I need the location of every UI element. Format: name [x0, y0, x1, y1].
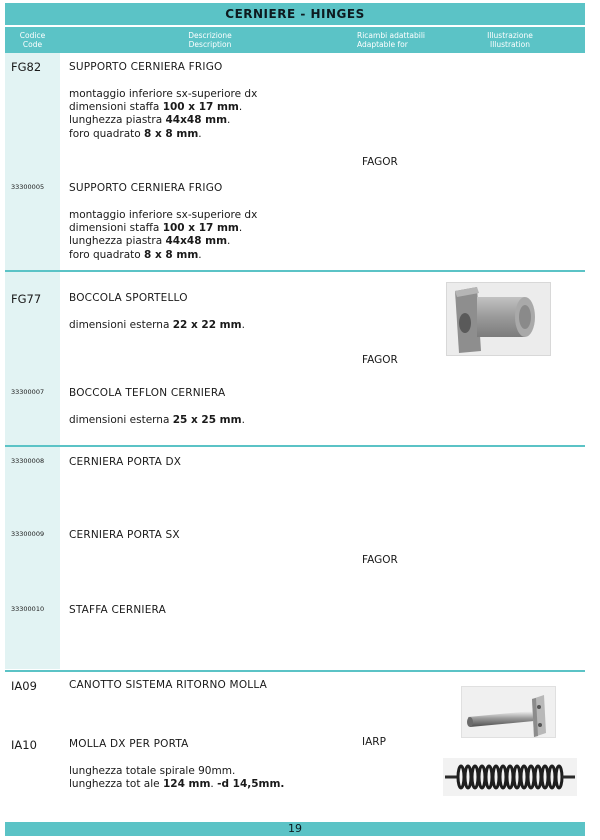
coil-spring-illustration: [443, 758, 577, 796]
item-code: IA10: [11, 738, 37, 752]
column-adapt-en: Adaptable for: [357, 40, 408, 49]
column-illustration: [455, 31, 565, 49]
column-code: [5, 31, 60, 49]
column-ill-en: Illustration: [489, 40, 531, 49]
column-ill-it: Illustrazione: [487, 31, 533, 40]
item-code: 33300009: [11, 530, 45, 538]
item-code: 33300007: [11, 388, 45, 396]
detail-line: dimensioni esterna 22 x 22 mm.: [69, 319, 245, 331]
item-code: 33300010: [11, 605, 45, 613]
column-desc-en: Description: [188, 40, 232, 49]
adaptable-brand: FAGOR: [362, 156, 398, 168]
item-code: IA09: [11, 679, 37, 693]
item-title: CERNIERA PORTA SX: [69, 529, 180, 541]
detail-line: montaggio inferiore sx-superiore dx: [69, 88, 258, 100]
adaptable-brand: IARP: [362, 736, 386, 748]
item-code: FG77: [11, 292, 42, 306]
detail-line: dimensioni staffa 100 x 17 mm.: [69, 222, 243, 235]
item-title: CANOTTO SISTEMA RITORNO MOLLA: [69, 679, 268, 691]
group-separator: [5, 270, 585, 272]
code-column-background: [5, 53, 60, 669]
column-header-bar: [5, 27, 585, 53]
bushing-icon: [447, 283, 552, 357]
column-desc-it: Descrizione: [188, 31, 232, 40]
item-code: 33300005: [11, 183, 45, 191]
spring-rod-illustration: [461, 686, 556, 738]
detail-line: dimensioni esterna 25 x 25 mm.: [69, 414, 245, 426]
column-code-en: Code: [22, 40, 43, 49]
detail-line: lunghezza piastra 44x48 mm.: [69, 114, 231, 127]
item-title: SUPPORTO CERNIERA FRIGO: [69, 61, 223, 73]
item-title: STAFFA CERNIERA: [69, 604, 166, 616]
item-details: [69, 319, 245, 332]
detail-line: lunghezza tot ale 124 mm. -d 14,5mm.: [69, 778, 285, 791]
spring-rod-icon: [462, 687, 557, 739]
item-code: FG82: [11, 60, 42, 74]
detail-line: lunghezza piastra 44x48 mm.: [69, 235, 231, 248]
item-details: [69, 88, 257, 141]
item-details: [69, 209, 257, 262]
column-adapt-it: Ricambi adattabili: [357, 31, 425, 40]
column-code-it: Codice: [19, 31, 46, 40]
page-number: 19: [5, 822, 585, 836]
item-title: BOCCOLA SPORTELLO: [69, 292, 188, 304]
group-separator: [5, 445, 585, 447]
item-title: SUPPORTO CERNIERA FRIGO: [69, 182, 223, 194]
adaptable-brand: FAGOR: [362, 554, 398, 566]
detail-line: dimensioni staffa 100 x 17 mm.: [69, 101, 243, 114]
item-code: 33300008: [11, 457, 45, 465]
page-title: CERNIERE - HINGES: [5, 3, 585, 25]
item-title: CERNIERA PORTA DX: [69, 456, 182, 468]
adaptable-brand: FAGOR: [362, 354, 398, 366]
item-title: BOCCOLA TEFLON CERNIERA: [69, 387, 226, 399]
group-separator: [5, 670, 585, 672]
detail-line: foro quadrato 8 x 8 mm.: [69, 127, 202, 140]
item-details: [69, 765, 284, 791]
detail-line: lunghezza totale spirale 90mm.: [69, 765, 236, 777]
bushing-illustration: [446, 282, 551, 356]
item-details: [69, 414, 245, 427]
detail-line: foro quadrato 8 x 8 mm.: [69, 248, 202, 261]
item-title: MOLLA DX PER PORTA: [69, 738, 189, 750]
column-description: [65, 31, 355, 49]
detail-line: montaggio inferiore sx-superiore dx: [69, 209, 258, 221]
coil-spring-icon: [443, 758, 577, 796]
